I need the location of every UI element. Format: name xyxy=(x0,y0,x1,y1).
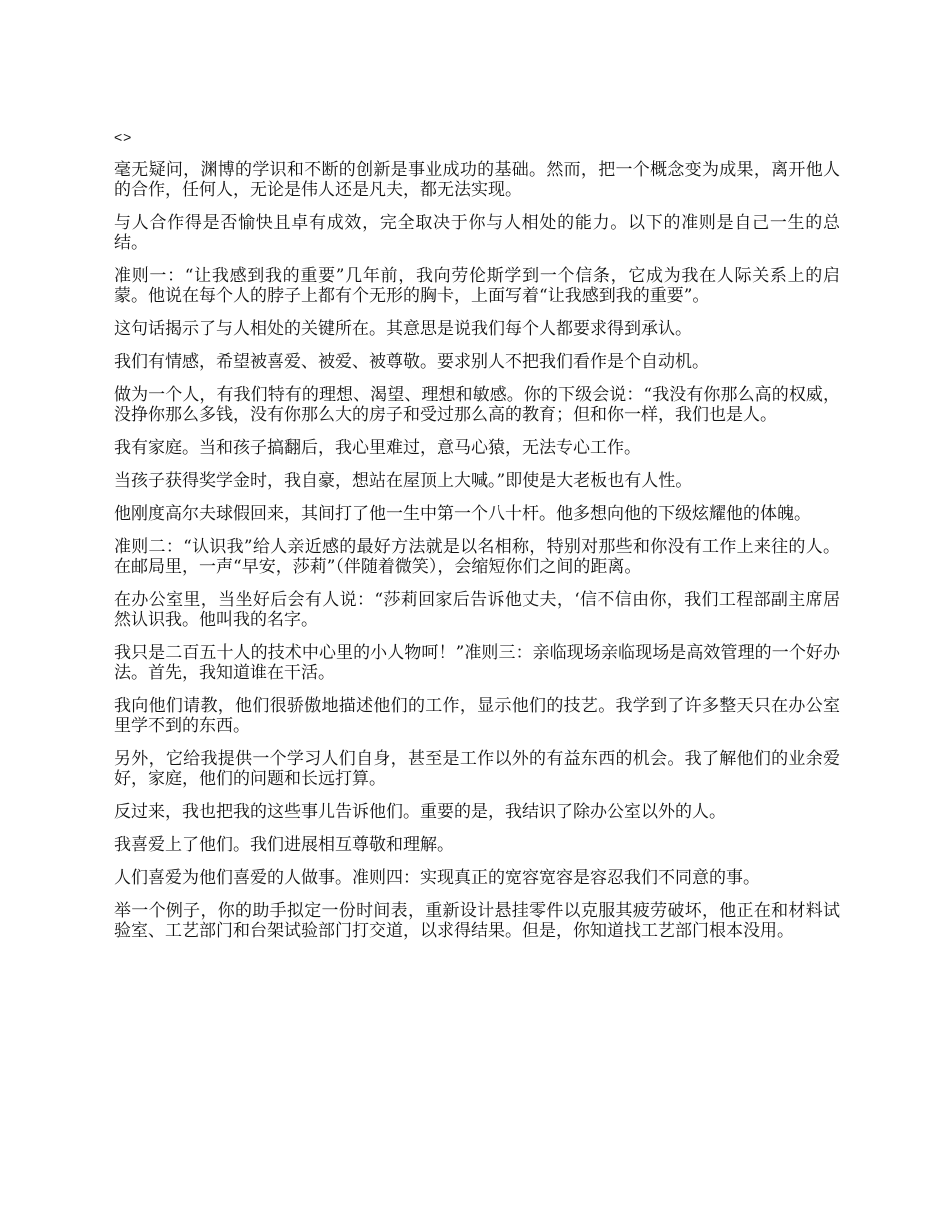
paragraph-1: 毫无疑问，渊博的学识和不断的创新是事业成功的基础。然而，把一个概念变为成果，离开他人的合作，任何人，无论是伟人还是凡夫，都无法实现。 xyxy=(114,160,840,200)
paragraph-14: 另外，它给我提供一个学习人们自身，甚至是工作以外的有益东西的机会。我了解他们的业余爱好，家庭，他们的问题和长远打算。 xyxy=(114,749,840,789)
paragraph-12: 我只是二百五十人的技术中心里的小人物呵！”准则三：亲临现场亲临现场是高效管理的一个好办法。首先，我知道谁在干活。 xyxy=(114,643,840,683)
paragraph-15: 反过来，我也把我的这些事儿告诉他们。重要的是，我结识了除办公室以外的人。 xyxy=(114,802,726,822)
paragraph-5: 我们有情感，希望被喜爱、被爱、被尊敬。要求别人不把我们看作是个自动机。 xyxy=(114,352,709,372)
document-body xyxy=(114,128,840,954)
paragraph-9: 他刚度高尔夫球假回来，其间打了他一生中第一个八十杆。他多想向他的下级炫耀他的体魄。 xyxy=(114,504,811,524)
paragraph-18: 举一个例子，你的助手拟定一份时间表，重新设计悬挂零件以克服其疲劳破坏，他正在和材料试验室、工艺部门和台架试验部门打交道，以求得结果。但是，你知道找工艺部门根本没用。 xyxy=(114,901,840,941)
document-marker: <> xyxy=(114,129,133,145)
paragraph-7: 我有家庭。当和孩子搞翻后，我心里难过，意马心猿，无法专心工作。 xyxy=(114,438,641,458)
paragraph-13: 我向他们请教，他们很骄傲地描述他们的工作，显示他们的技艺。我学到了许多整天只在办公室里学不到的东西。 xyxy=(114,696,840,736)
paragraph-16: 我喜爱上了他们。我们进展相互尊敬和理解。 xyxy=(114,835,454,855)
paragraph-10: 准则二：“认识我”给人亲近感的最好方法就是以名相称，特别对那些和你没有工作上来往的人。在邮局里，一声“早安，莎莉”（伴随着微笑），会缩短你们之间的距离。 xyxy=(114,537,840,577)
paragraph-2: 与人合作得是否愉快且卓有成效，完全取决于你与人相处的能力。以下的准则是自己一生的总结。 xyxy=(114,213,840,253)
paragraph-8: 当孩子获得奖学金时，我自豪，想站在屋顶上大喊。”即使是大老板也有人性。 xyxy=(114,471,693,491)
paragraph-4: 这句话揭示了与人相处的关键所在。其意思是说我们每个人都要求得到承认。 xyxy=(114,319,692,339)
paragraph-6: 做为一个人，有我们特有的理想、渴望、理想和敏感。你的下级会说：“我没有你那么高的权威，没挣你那么多钱，没有你那么大的房子和受过那么高的教育；但和你一样，我们也是人。 xyxy=(114,385,840,425)
paragraph-3: 准则一：“让我感到我的重要”几年前，我向劳伦斯学到一个信条，它成为我在人际关系上的启蒙。他说在每个人的脖子上都有个无形的胸卡，上面写着“让我感到我的重要”。 xyxy=(114,266,840,306)
paragraph-11: 在办公室里，当坐好后会有人说：“莎莉回家后告诉他丈夫，‘信不信由你，我们工程部副主席居然认识我。他叫我的名字。 xyxy=(114,590,840,630)
paragraph-17: 人们喜爱为他们喜爱的人做事。准则四：实现真正的宽容宽容是容忍我们不同意的事。 xyxy=(114,868,760,888)
